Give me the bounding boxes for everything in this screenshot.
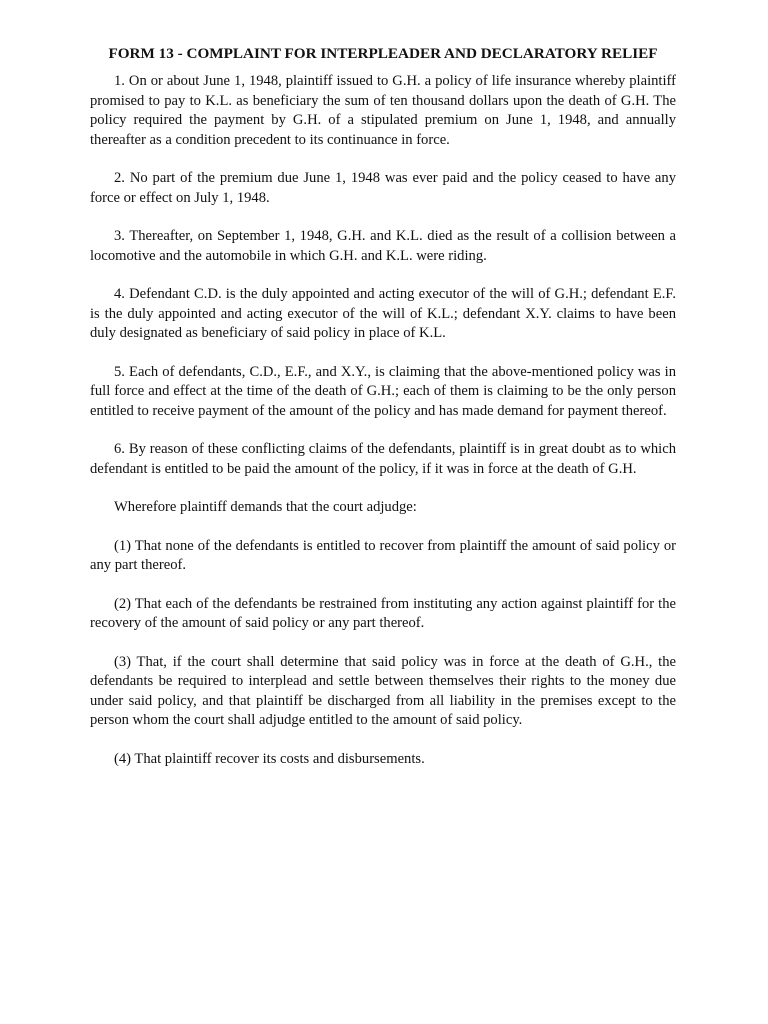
- paragraph-2: 2. No part of the premium due June 1, 1948 was ever paid and the policy ceased to have any force or effect on July 1, 1948.: [90, 170, 676, 206]
- wherefore-clause: Wherefore plaintiff demands that the court adjudge:: [114, 499, 417, 515]
- paragraph-1: 1. On or about June 1, 1948, plaintiff issued to G.H. a policy of life insurance whereby plaintiff promised to pay to K.L. as beneficiary the sum of ten thousand dollars upon the death of G.H. The policy required the payment by G.H. of a stipulated premium on June 1, 1948, and annually thereafter as a condition precedent to its continuance in force.: [90, 73, 676, 148]
- paragraph-3: 3. Thereafter, on September 1, 1948, G.H. and K.L. died as the result of a collision between a locomotive and the automobile in which G.H. and K.L. were riding.: [90, 228, 676, 264]
- paragraph-6: 6. By reason of these conflicting claims of the defendants, plaintiff is in great doubt as to which defendant is entitled to be paid the amount of the policy, if it was in force at the death of G.H.: [90, 441, 676, 477]
- document-page: [90, 44, 676, 788]
- demand-2: (2) That each of the defendants be restrained from instituting any action against plaintiff for the recovery of the amount of said policy or any part thereof.: [90, 595, 676, 631]
- demand-4: (4) That plaintiff recover its costs and disbursements.: [114, 750, 425, 767]
- document-title: FORM 13 - COMPLAINT FOR INTERPLEADER AND DECLARATORY RELIEF: [108, 45, 658, 62]
- demand-3: (3) That, if the court shall determine that said policy was in force at the death of G.H., the defendants be required to interplead and settle between themselves their rights to the money due under said policy, and that plaintiff be discharged from all liability in the premises except to the person whom the court shall adjudge entitled to the amount of said policy.: [90, 653, 676, 728]
- paragraph-5: 5. Each of defendants, C.D., E.F., and X.Y., is claiming that the above-mentioned policy was in full force and effect at the time of the death of G.H.; each of them is claiming to be the only person entitled to receive payment of the amount of the policy and has made demand for payment thereof.: [90, 363, 676, 419]
- demand-1: (1) That none of the defendants is entitled to recover from plaintiff the amount of said policy or any part thereof.: [90, 537, 676, 573]
- paragraph-4: 4. Defendant C.D. is the duly appointed and acting executor of the will of G.H.; defendant E.F. is the duly appointed and acting executor of the will of K.L.; defendant X.Y. claims to have been duly designated as beneficiary of said policy in place of K.L.: [90, 286, 676, 341]
